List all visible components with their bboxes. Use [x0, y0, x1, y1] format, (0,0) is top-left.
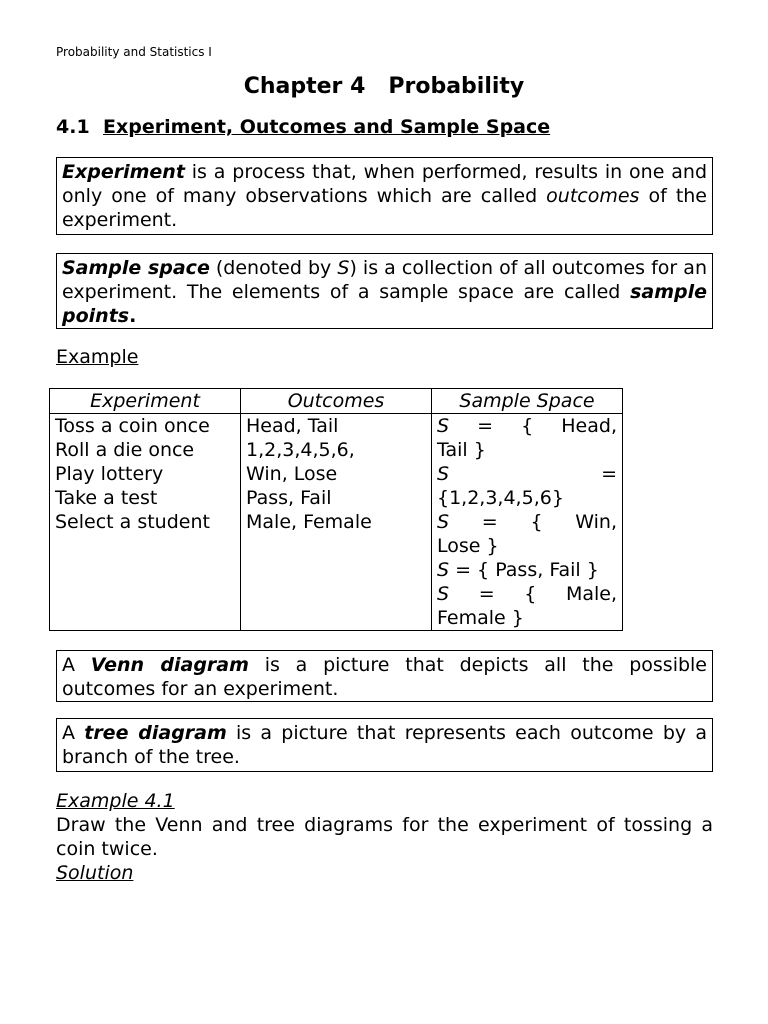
tree-term: tree diagram: [84, 722, 227, 744]
venn-diagram-definition-box: [56, 650, 713, 702]
sample-space-definition-box: [56, 253, 713, 329]
sample-space-line: Female }: [437, 607, 524, 629]
venn-prefix: A: [62, 654, 91, 676]
sample-space-symbol: S: [337, 257, 350, 279]
section-heading: [56, 114, 550, 140]
sample-space-period: .: [129, 305, 137, 327]
section-number: 4.1: [56, 116, 90, 138]
tree-prefix: A: [62, 722, 85, 744]
table-row: [50, 414, 623, 631]
sample-space-term: Sample space: [62, 257, 210, 279]
outcome-item: Head, Tail: [246, 415, 339, 437]
sample-space-line: {1,2,3,4,5,6}: [437, 487, 564, 509]
outcome-item: 1,2,3,4,5,6,: [246, 439, 355, 461]
sample-space-line: Lose }: [437, 535, 499, 557]
venn-definition-text: is a picture that depicts all the possible outcomes for an experiment.: [62, 654, 708, 700]
experiment-item: Select a student: [55, 511, 210, 533]
solution-label: Solution: [56, 862, 134, 884]
outcomes-word: outcomes: [546, 185, 640, 207]
header-experiment: Experiment: [50, 389, 241, 414]
sample-space-text-a: (denoted by: [209, 257, 338, 279]
experiment-term: Experiment: [62, 161, 185, 183]
header-outcomes: Outcomes: [241, 389, 432, 414]
outcome-item: Win, Lose: [246, 463, 338, 485]
experiment-definition-box: [56, 157, 713, 235]
sample-space-line: S = { Win,: [437, 511, 617, 533]
sample-space-line: Tail }: [437, 439, 486, 461]
sample-space-cell: [432, 414, 623, 631]
outcome-item: Pass, Fail: [246, 487, 332, 509]
section-title: Experiment, Outcomes and Sample Space: [103, 116, 551, 138]
tree-diagram-definition-box: [56, 718, 713, 772]
experiment-item: Play lottery: [55, 463, 164, 485]
course-header: Probability and Statistics I: [56, 45, 212, 59]
sample-space-line: S = { Male,: [437, 583, 617, 605]
experiment-item: Toss a coin once: [55, 415, 210, 437]
sample-points-term: sample points: [62, 281, 707, 327]
example-4-1-label: Example 4.1: [56, 790, 175, 812]
experiments-cell: [50, 414, 241, 631]
table-header-row: [50, 389, 623, 414]
sample-space-line: S =: [437, 463, 617, 485]
venn-term: Venn diagram: [90, 654, 249, 676]
sample-space-line: S = { Pass, Fail }: [437, 559, 599, 581]
experiment-item: Take a test: [55, 487, 158, 509]
header-sample-space: Sample Space: [432, 389, 623, 414]
tree-definition-text: is a picture that represents each outcome by a branch of the tree.: [62, 722, 707, 768]
experiment-definition-end: of the experiment.: [62, 185, 707, 231]
experiment-item: Roll a die once: [55, 439, 195, 461]
outcomes-cell: [241, 414, 432, 631]
chapter-title: Chapter 4 Probability: [243, 74, 525, 99]
sample-space-line: S = { Head,: [437, 415, 617, 437]
experiment-definition-text: is a process that, when performed, results in one and only one of many observations which are called: [62, 161, 707, 207]
outcome-item: Male, Female: [246, 511, 372, 533]
example-label: Example: [56, 346, 139, 368]
sample-space-text-b: ) is a collection of all outcomes for an experiment. The elements of a sample space are called: [62, 257, 707, 303]
example-4-1-text: Draw the Venn and tree diagrams for the experiment of tossing a coin twice.: [56, 814, 713, 860]
example-table: [49, 388, 623, 631]
